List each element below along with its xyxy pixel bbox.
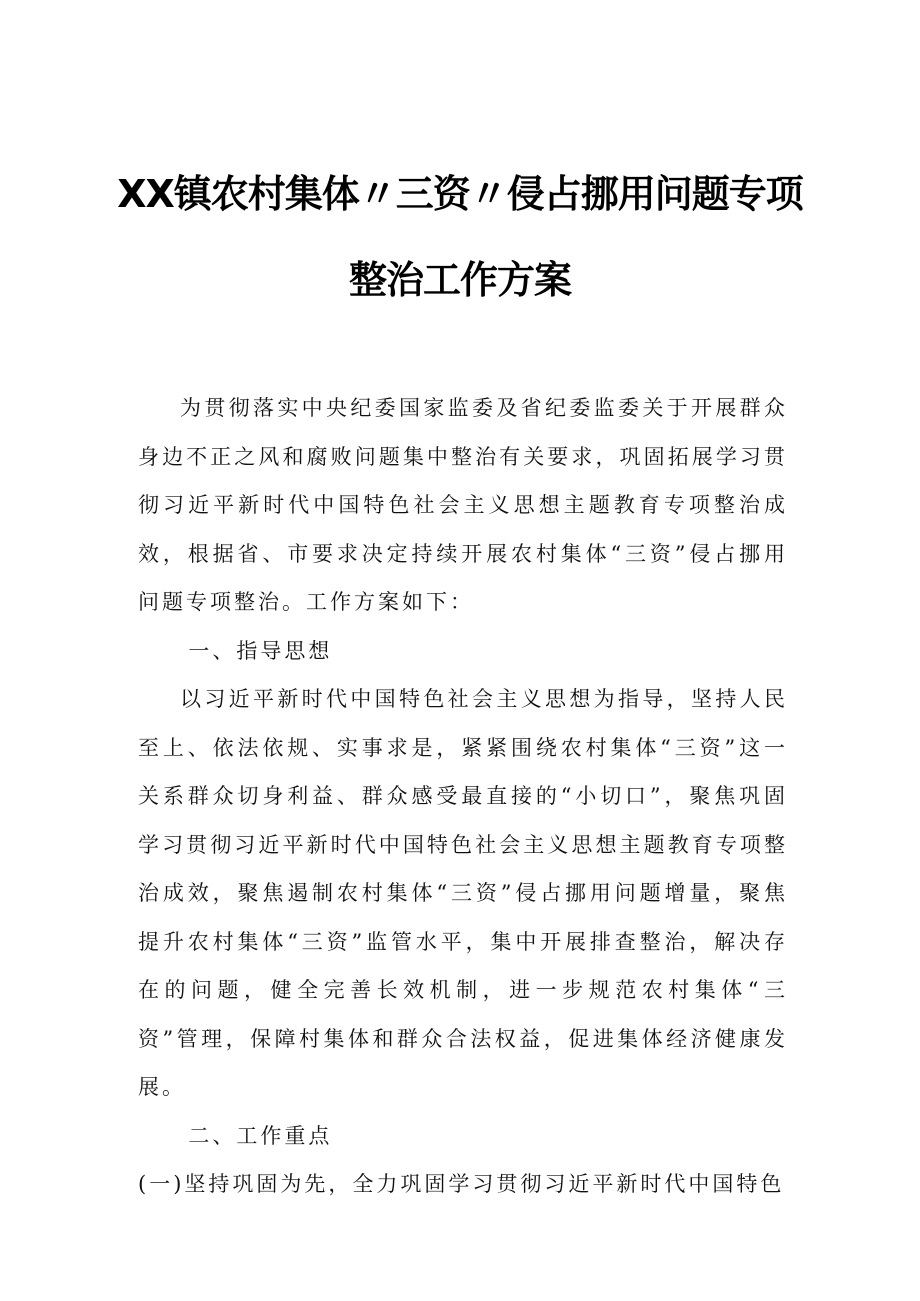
- guiding-ideology-paragraph: 以习近平新时代中国特色社会主义思想为指导，坚持人民至上、依法依规、实事求是，紧紧围绕农村集体“三资”这一关系群众切身利益、群众感受最直接的“小切口”，聚焦巩固学习贯彻习近平新时代中国特色社会主义思想主题教育专项整治成效，聚焦遏制农村集体“三资”侵占挪用问题增量，聚焦提升农村集体“三资”监管水平，集中开展排查整治，解决存在的问题，健全完善长效机制，进一步规范农村集体“三资”管理，保障村集体和群众合法权益，促进集体经济健康发展。: [138, 687, 788, 1099]
- intro-paragraph: 为贯彻落实中央纪委国家监委及省纪委监委关于开展群众身边不正之风和腐败问题集中整治有关要求，巩固拓展学习贯彻习近平新时代中国特色社会主义思想主题教育专项整治成效，根据省、市要求决定持续开展农村集体“三资”侵占挪用问题专项整治。工作方案如下：: [138, 396, 788, 614]
- section-heading-work-focus: 二、工作重点: [188, 1123, 333, 1148]
- work-focus-item-1: (一)坚持巩固为先，全力巩固学习贯彻习近平新时代中国特色: [138, 1172, 785, 1196]
- section-heading-guiding-ideology: 一、指导思想: [188, 638, 333, 663]
- document-title-line-1: XX镇农村集体〃三资〃侵占挪用问题专项: [117, 172, 803, 216]
- document-body: [138, 384, 788, 1209]
- document-title-line-2: 整治工作方案: [348, 258, 571, 302]
